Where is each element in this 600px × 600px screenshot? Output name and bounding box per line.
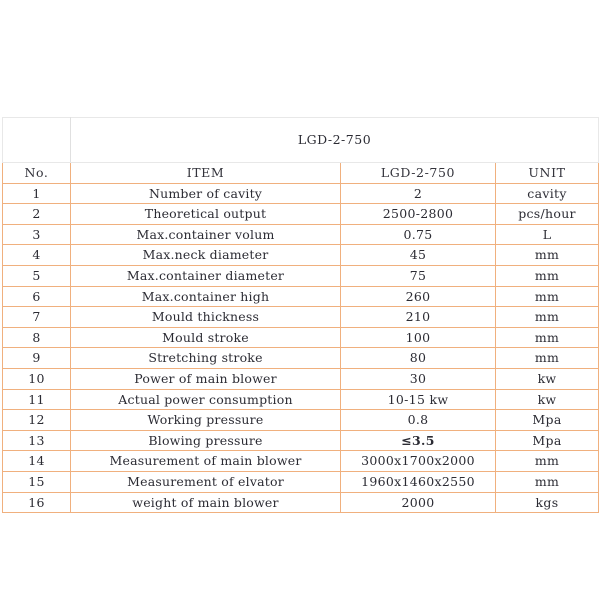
row-value: 75 [341, 265, 496, 286]
table-row [3, 492, 599, 513]
row-no: 6 [3, 286, 71, 307]
row-unit: mm [496, 451, 599, 472]
table-row [3, 368, 599, 389]
row-unit: Mpa [496, 410, 599, 431]
row-item: Power of main blower [71, 368, 341, 389]
row-no: 14 [3, 451, 71, 472]
table-row [3, 389, 599, 410]
row-no: 16 [3, 492, 71, 513]
row-unit: Mpa [496, 430, 599, 451]
row-item: Actual power consumption [71, 389, 341, 410]
column-header-unit: UNIT [496, 163, 599, 184]
table-row [3, 348, 599, 369]
row-value: 100 [341, 327, 496, 348]
row-no: 10 [3, 368, 71, 389]
row-value: 10-15 kw [341, 389, 496, 410]
table-row [3, 471, 599, 492]
table-row [3, 204, 599, 225]
table-body [3, 118, 599, 513]
page-title: LGD-2-750 [71, 118, 599, 163]
row-item: Max.container volum [71, 224, 341, 245]
table-row [3, 265, 599, 286]
row-item: Mould thickness [71, 307, 341, 328]
row-item: Mould stroke [71, 327, 341, 348]
row-unit: mm [496, 307, 599, 328]
row-item: weight of main blower [71, 492, 341, 513]
row-no: 9 [3, 348, 71, 369]
row-no: 7 [3, 307, 71, 328]
specification-table [2, 117, 599, 513]
table-row [3, 286, 599, 307]
table-row [3, 245, 599, 266]
row-unit: mm [496, 265, 599, 286]
table-row [3, 451, 599, 472]
row-item: Max.container diameter [71, 265, 341, 286]
row-item: Theoretical output [71, 204, 341, 225]
table-row [3, 327, 599, 348]
table-row [3, 307, 599, 328]
title-blank-cell [3, 118, 71, 163]
row-unit: mm [496, 286, 599, 307]
row-value: 260 [341, 286, 496, 307]
row-item: Working pressure [71, 410, 341, 431]
row-value: 2000 [341, 492, 496, 513]
row-item: Measurement of main blower [71, 451, 341, 472]
row-unit: mm [496, 327, 599, 348]
row-unit: cavity [496, 183, 599, 204]
row-unit: kw [496, 368, 599, 389]
row-no: 11 [3, 389, 71, 410]
row-no: 2 [3, 204, 71, 225]
row-item: Max.neck diameter [71, 245, 341, 266]
row-unit: pcs/hour [496, 204, 599, 225]
row-item: Blowing pressure [71, 430, 341, 451]
table-row [3, 430, 599, 451]
column-header-no: No. [3, 163, 71, 184]
table-title-row [3, 118, 599, 163]
row-item: Stretching stroke [71, 348, 341, 369]
row-value: 2 [341, 183, 496, 204]
table-row [3, 410, 599, 431]
row-value: 2500-2800 [341, 204, 496, 225]
row-item: Measurement of elvator [71, 471, 341, 492]
row-unit: mm [496, 348, 599, 369]
row-unit: kgs [496, 492, 599, 513]
row-value: ≤3.5 [341, 430, 496, 451]
row-unit: kw [496, 389, 599, 410]
row-item: Number of cavity [71, 183, 341, 204]
row-no: 8 [3, 327, 71, 348]
row-unit: L [496, 224, 599, 245]
row-value: 30 [341, 368, 496, 389]
row-value: 210 [341, 307, 496, 328]
row-value: 0.8 [341, 410, 496, 431]
row-unit: mm [496, 245, 599, 266]
row-no: 1 [3, 183, 71, 204]
row-value: 1960x1460x2550 [341, 471, 496, 492]
row-no: 12 [3, 410, 71, 431]
row-value: 45 [341, 245, 496, 266]
table-row [3, 224, 599, 245]
row-value: 3000x1700x2000 [341, 451, 496, 472]
row-no: 5 [3, 265, 71, 286]
column-header-model: LGD-2-750 [341, 163, 496, 184]
row-value: 80 [341, 348, 496, 369]
row-no: 15 [3, 471, 71, 492]
table-header-row [3, 163, 599, 184]
row-item: Max.container high [71, 286, 341, 307]
row-value: 0.75 [341, 224, 496, 245]
row-no: 3 [3, 224, 71, 245]
table-row [3, 183, 599, 204]
row-unit: mm [496, 471, 599, 492]
row-no: 4 [3, 245, 71, 266]
column-header-item: ITEM [71, 163, 341, 184]
row-no: 13 [3, 430, 71, 451]
